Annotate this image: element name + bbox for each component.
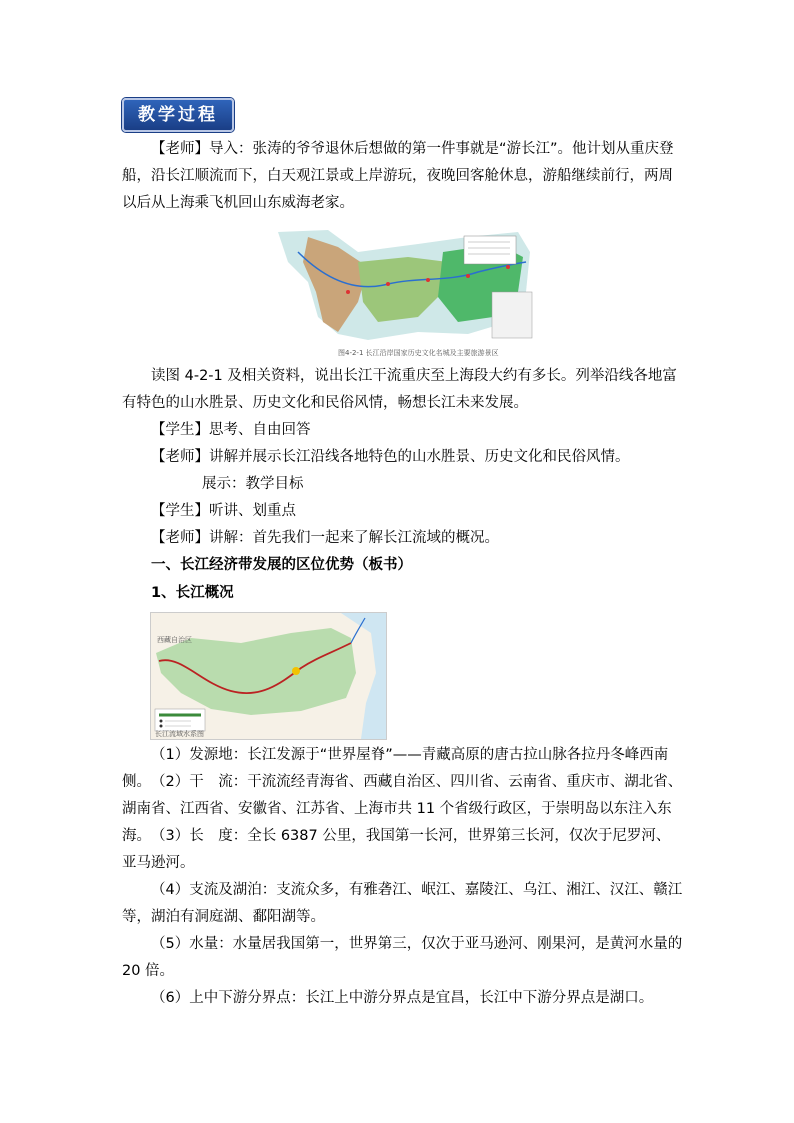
show-objectives: 展示：教学目标 xyxy=(202,476,304,492)
map2-caption: 长江流域水系图 xyxy=(155,730,204,738)
fact-boundary-points: （6）上中下游分界点：长江上中游分界点是宜昌，长江中下游分界点是湖口。 xyxy=(151,990,654,1006)
yangtze-tourism-map xyxy=(268,222,550,358)
yangtze-basin-map xyxy=(150,612,387,740)
basin-region-label: 西藏自治区 xyxy=(157,636,192,644)
fact-source: （1）发源地：长江发源于“世界屋脊”——青藏高原的唐古拉山脉各拉丹冬峰西南侧。 xyxy=(122,747,669,790)
section-heading-1: 一、长江经济带发展的区位优势（板书） xyxy=(151,557,412,573)
map-illustration xyxy=(268,222,550,358)
map1-caption: 图4-2-1 长江沿岸国家历史文化名城及主要旅游景区 xyxy=(338,349,499,357)
basin-map-illustration xyxy=(151,613,386,739)
reading-task-paragraph: 读图 4-2-1 及相关资料，说出长江干流重庆至上海段大约有多长。列举沿线各地富有特色的山水胜景、历史文化和民俗风情，畅想长江未来发展。 xyxy=(122,368,677,411)
teacher-explanation-1: 【老师】讲解并展示长江沿线各地特色的山水胜景、历史文化和民俗风情。 xyxy=(151,449,630,465)
section-heading-2: 1、长江概况 xyxy=(151,585,234,601)
fact-length: （3）长 度：全长 6387 公里，我国第一长河，世界第三长河，仅次于尼罗河、亚马逊河。 xyxy=(122,828,671,871)
fact-tributaries-lakes: （4）支流及湖泊：支流众多，有雅砻江、岷江、嘉陵江、乌江、湘江、汉江、赣江等，湖泊有洞庭湖、鄱阳湖等。 xyxy=(122,882,683,925)
section-badge: 教学过程 xyxy=(122,98,234,132)
student-response-1: 【学生】思考、自由回答 xyxy=(151,422,311,438)
intro-paragraph: 【老师】导入：张涛的爷爷退休后想做的第一件事就是“游长江”。他计划从重庆登船，沿长江顺流而下，白天观江景或上岸游玩，夜晚回客舱休息，游船继续前行，两周以后从上海乘飞机回山东威海老家。 xyxy=(122,141,674,211)
teacher-explanation-2: 【老师】讲解：首先我们一起来了解长江流域的概况。 xyxy=(151,530,499,546)
fact-main-stream: （2）干 流：干流流经青海省、西藏自治区、四川省、云南省、重庆市、湖北省、湖南省、江西省、安徽省、江苏省、上海市共 11 个省级行政区，于崇明岛以东注入东海。 xyxy=(122,774,683,844)
fact-water-volume: （5）水量：水量居我国第一，世界第三，仅次于亚马逊河、刚果河，是黄河水量的 20 倍。 xyxy=(122,936,683,979)
student-response-2: 【学生】听讲、划重点 xyxy=(151,503,296,519)
